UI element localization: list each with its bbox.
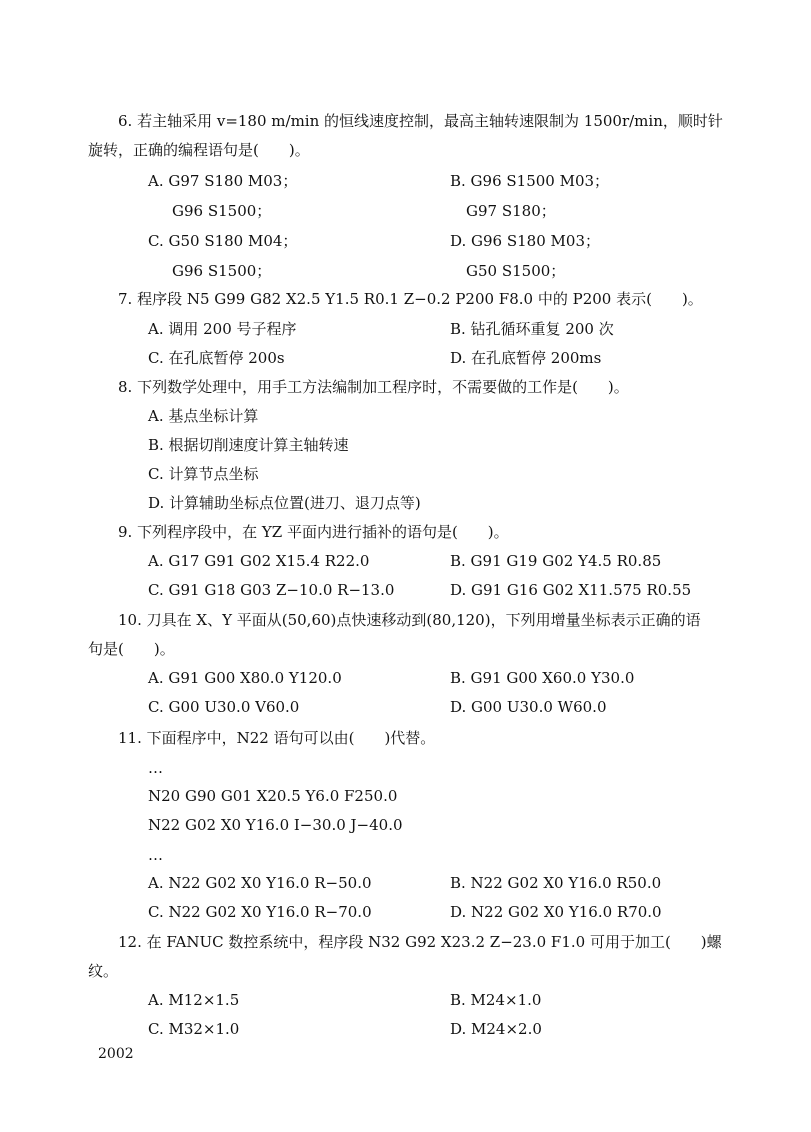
q6-option-b-line1: B. G96 S1500 M03； (450, 172, 610, 190)
q8-option-b: B. 根据切削速度计算主轴转速 (148, 436, 349, 454)
q10-option-b: B. G91 G00 X60.0 Y30.0 (450, 669, 635, 687)
q11-option-c: C. N22 G02 X0 Y16.0 R−70.0 (148, 903, 372, 921)
q6-option-b-line2: G97 S180； (466, 202, 556, 220)
q11-stem: 11. 下面程序中，N22 语句可以由( )代替。 (118, 729, 436, 747)
q6-option-a-line2: G96 S1500； (172, 202, 272, 220)
q9-option-a: A. G17 G91 G02 X15.4 R22.0 (148, 552, 370, 570)
q11-option-a: A. N22 G02 X0 Y16.0 R−50.0 (148, 874, 372, 892)
q6-option-d-line2: G50 S1500； (466, 262, 566, 280)
q11-option-b: B. N22 G02 X0 Y16.0 R50.0 (450, 874, 662, 892)
q6-option-d-line1: D. G96 S180 M03； (450, 232, 600, 250)
q11-ellipsis-top: … (148, 759, 163, 777)
q10-stem-line1: 10. 刀具在 X、Y 平面从(50,60)点快速移动到(80,120)，下列用增量坐标表示正确的语 (118, 611, 701, 629)
q7-option-c: C. 在孔底暂停 200s (148, 349, 285, 367)
q8-stem: 8. 下列数学处理中，用手工方法编制加工程序时，不需要做的工作是( )。 (118, 378, 629, 396)
q6-option-c-line2: G96 S1500； (172, 262, 272, 280)
q6-option-c-line1: C. G50 S180 M04； (148, 232, 298, 250)
q10-option-a: A. G91 G00 X80.0 Y120.0 (148, 669, 342, 687)
q8-option-a: A. 基点坐标计算 (148, 407, 259, 425)
q6-stem-line2: 旋转，正确的编程语句是( )。 (88, 141, 310, 159)
q12-option-d: D. M24×2.0 (450, 1020, 542, 1038)
q7-option-a: A. 调用 200 号子程序 (148, 320, 297, 338)
q11-code-line-n20: N20 G90 G01 X20.5 Y6.0 F250.0 (148, 787, 398, 805)
q12-option-a: A. M12×1.5 (148, 991, 240, 1009)
q7-option-b: B. 钻孔循环重复 200 次 (450, 320, 614, 338)
q12-stem-line2: 纹。 (88, 962, 119, 980)
q9-option-c: C. G91 G18 G03 Z−10.0 R−13.0 (148, 581, 395, 599)
q7-option-d: D. 在孔底暂停 200ms (450, 349, 602, 367)
q9-option-d: D. G91 G16 G02 X11.575 R0.55 (450, 581, 692, 599)
page-footer-code: 2002 (98, 1046, 134, 1062)
q10-option-c: C. G00 U30.0 V60.0 (148, 698, 300, 716)
q12-option-b: B. M24×1.0 (450, 991, 542, 1009)
q11-option-d: D. N22 G02 X0 Y16.0 R70.0 (450, 903, 662, 921)
q10-option-d: D. G00 U30.0 W60.0 (450, 698, 607, 716)
q8-option-d: D. 计算辅助坐标点位置(进刀、退刀点等) (148, 494, 421, 512)
q9-stem: 9. 下列程序段中，在 YZ 平面内进行插补的语句是( )。 (118, 523, 509, 541)
q7-stem: 7. 程序段 N5 G99 G82 X2.5 Y1.5 R0.1 Z−0.2 P200 F8.0 中的 P200 表示( )。 (118, 290, 703, 308)
q6-option-a-line1: A. G97 S180 M03； (148, 172, 298, 190)
q11-ellipsis-bottom: … (148, 846, 163, 864)
q10-stem-line2: 句是( )。 (88, 640, 175, 658)
q9-option-b: B. G91 G19 G02 Y4.5 R0.85 (450, 552, 662, 570)
q12-option-c: C. M32×1.0 (148, 1020, 240, 1038)
q12-stem-line1: 12. 在 FANUC 数控系统中，程序段 N32 G92 X23.2 Z−23.0 F1.0 可用于加工( )螺 (118, 933, 722, 951)
q11-code-line-n22: N22 G02 X0 Y16.0 I−30.0 J−40.0 (148, 816, 403, 834)
q6-stem-line1: 6. 若主轴采用 v=180 m/min 的恒线速度控制，最高主轴转速限制为 1500r/min，顺时针 (118, 112, 723, 130)
q8-option-c: C. 计算节点坐标 (148, 465, 259, 483)
